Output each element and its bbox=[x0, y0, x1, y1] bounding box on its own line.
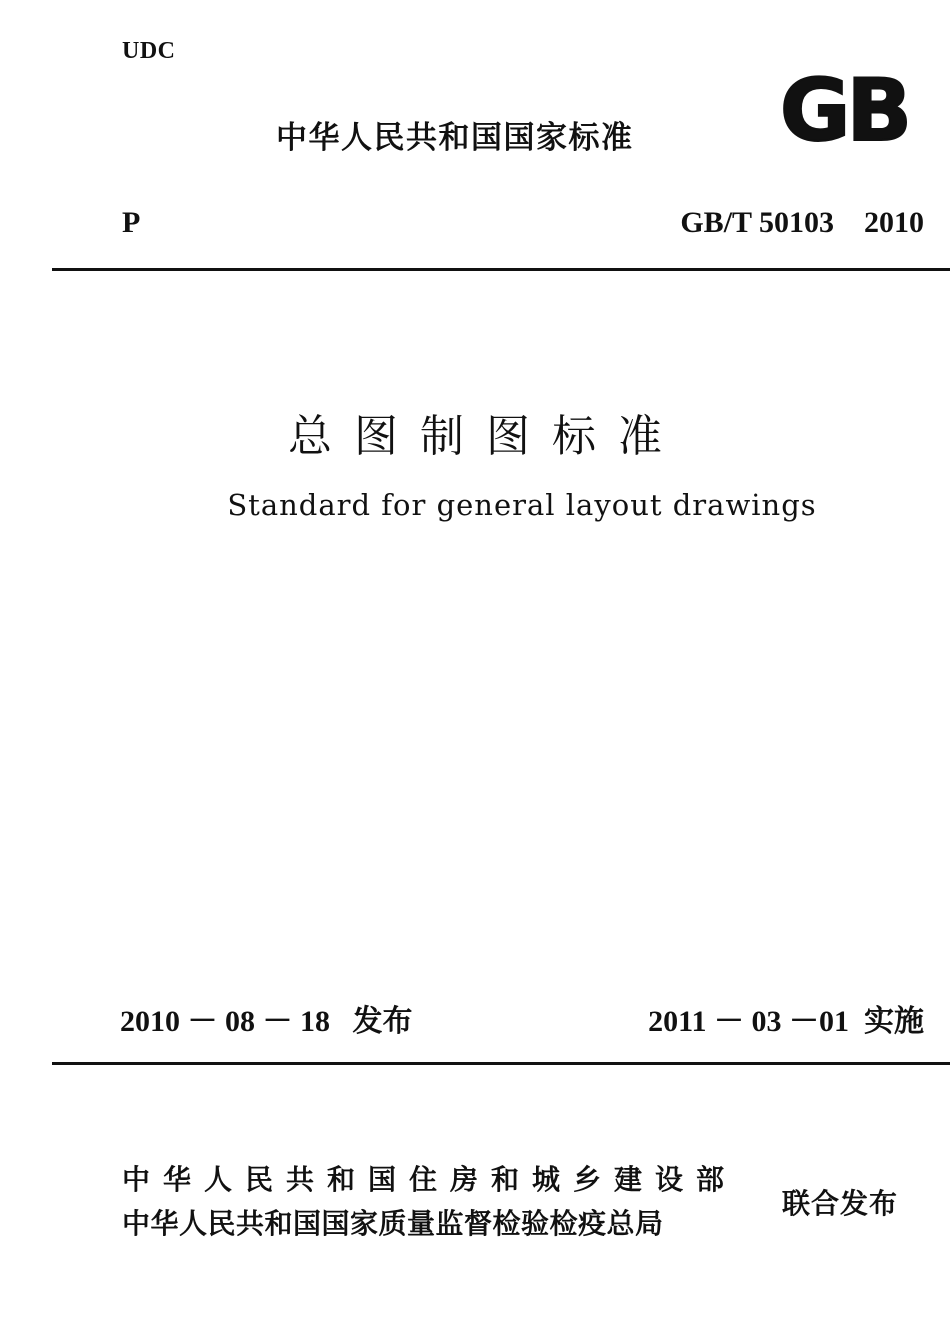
issuer-aqsiq: 中华人民共和国国家质量监督检验检疫总局 bbox=[122, 1207, 664, 1240]
title-english: Standard for general layout drawings bbox=[227, 488, 817, 522]
bottom-divider bbox=[52, 1062, 950, 1065]
gb-logo bbox=[762, 66, 926, 152]
udc-label: UDC bbox=[122, 38, 176, 64]
gb-logo-text: GB bbox=[779, 66, 909, 152]
issue-label: 发布 bbox=[352, 1004, 413, 1039]
implement-date: 2011 － 03 －01 bbox=[648, 1005, 849, 1038]
national-standard-heading: 中华人民共和国国家标准 bbox=[276, 120, 634, 156]
implement-date-line bbox=[648, 996, 924, 1040]
top-divider bbox=[52, 268, 950, 271]
joint-issue-label: 联合发布 bbox=[782, 1187, 899, 1220]
issuer-ministry: 中华人民共和国住房和城乡建设部 bbox=[122, 1163, 738, 1196]
implement-label: 实施 bbox=[864, 1004, 924, 1039]
issue-date: 2010 － 08 － 18 bbox=[120, 1005, 330, 1038]
issue-date-line bbox=[120, 996, 413, 1040]
standard-number: GB/T 50103 2010 bbox=[680, 206, 924, 239]
classification-code: P bbox=[122, 206, 141, 239]
title-chinese: 总图制图标准 bbox=[288, 411, 684, 462]
